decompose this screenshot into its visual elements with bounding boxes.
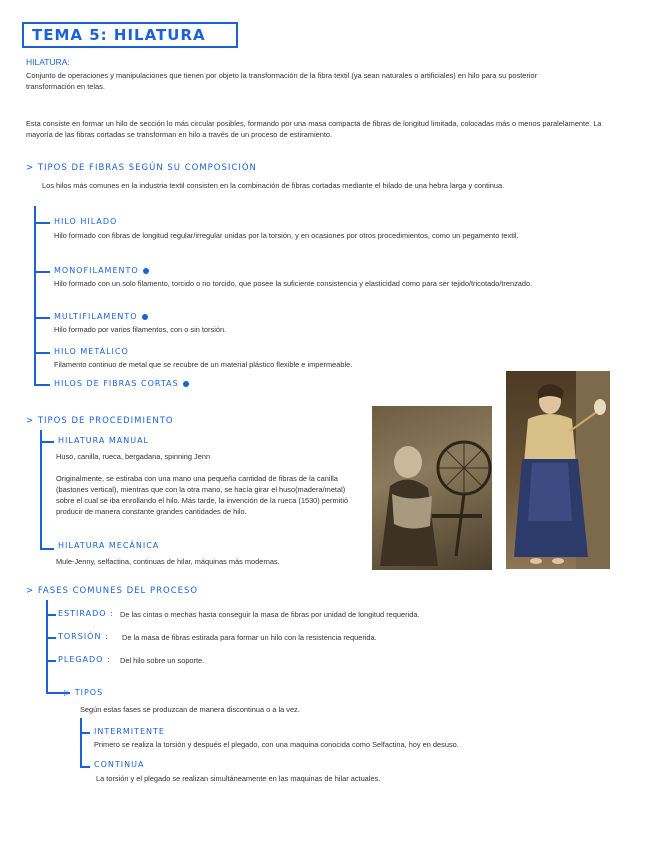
hilo-hilado-label: HILO HILADO <box>54 217 118 226</box>
bracket-tick <box>34 271 50 273</box>
bracket-tick <box>34 384 50 386</box>
hilatura-manual-text: Originalmente, se estiraba con una mano una pequeña cantidad de fibras de la canilla (bastones vertical), mientras que con la otra mano, se hacía girar el huso(madera/metal) sobre el cual se iba enrollando el hilo. Más tarde, la invención de la rueca (1530) permitió producir de manera constante grandes cantidades de hilo. <box>56 474 349 516</box>
woman-spinning-painting <box>506 371 610 569</box>
hilatura-manual-label: HILATURA MANUAL <box>58 436 150 445</box>
arrow-icon: > <box>26 416 38 426</box>
bracket-tick <box>46 637 56 639</box>
estirado-text: De las cintas o mechas hasta conseguir la masa de fibras por unidad de longitud requerida. <box>120 610 420 619</box>
hilo-metalico-label: HILO METÁLICO <box>54 347 129 356</box>
tipos-label: ▷ TIPOS <box>64 688 104 697</box>
spinning-wheel-icon <box>372 406 492 570</box>
bracket-tick <box>46 660 56 662</box>
hilo-metalico-text: Filamento continuo de metal que se recubre de un material plástico flexible e impermeable. <box>54 360 353 369</box>
hilatura-mecanica-text: Mule-Jenny, selfactina, continuas de hilar, máquinas más modernas. <box>56 557 280 566</box>
hilatura-heading: HILATURA: <box>26 57 70 67</box>
multifilamento-text: Hilo formado por varios filamentos, con o sin torsión. <box>54 325 227 334</box>
spinning-wheel-woman-photo <box>372 406 492 570</box>
monofilamento-text: Hilo formado con un solo filamento, torcido o no torcido, que posee la suficiente consistencia y elasticidad como para ser tejido/tricotado/trenzado. <box>54 279 533 288</box>
tipos-fibras-heading: > TIPOS DE FIBRAS SEGÚN SU COMPOSICIÓN <box>26 163 257 173</box>
plegado-label: PLEGADO : <box>58 655 111 664</box>
fibras-bracket-line <box>34 206 36 384</box>
torsion-label: TORSIÓN : <box>58 632 109 641</box>
bracket-tick <box>40 441 54 443</box>
continua-text: La torsión y el plegado se realizan simultáneamente en las maquinas de hilar actuales. <box>96 774 381 783</box>
page-title: TEMA 5: HILATURA <box>22 22 238 48</box>
tipos-procedimiento-heading: > TIPOS DE PROCEDIMIENTO <box>26 416 174 426</box>
tipos-fibras-intro: Los hilos más comunes en la industria textil consisten en la combinación de fibras cortadas mediante el hilado de una hebra larga y continua. <box>42 181 505 190</box>
plegado-text: Del hilo sobre un soporte. <box>120 656 205 665</box>
torsion-text: De la masa de fibras estirada para formar un hilo con la resistencia requerida. <box>122 633 377 642</box>
intermitente-text: Primero se realiza la torsión y después el plegado, con una maquina conocida como Selfactina, hoy en desuso. <box>94 740 459 749</box>
bracket-tick <box>40 548 54 550</box>
bullet-dot-icon <box>143 268 149 274</box>
arrow-icon: > <box>26 163 38 173</box>
hilatura-definition: Conjunto de operaciones y manipulaciones que tienen por objeto la transformación de la fibra textil (ya sean naturales o artificiales) en hilo para su posterior transformación en telas. <box>26 71 538 91</box>
tipos-intro: Según estas fases se produzcan de manera discontinua o a la vez. <box>80 705 300 714</box>
hilo-hilado-text: Hilo formado con fibras de longitud regular/irregular unidas por la torsión, y en ocasiones por otros procedimientos, como un pegamento textil. <box>54 231 519 240</box>
continua-label: CONTINUA <box>94 760 145 769</box>
multifilamento-label: MULTIFILAMENTO <box>54 312 148 321</box>
hilatura-manual-tools: Huso, canilla, rueca, bergadana, spinning Jenn <box>56 452 211 461</box>
hilos-fibras-cortas-label: HILOS DE FIBRAS CORTAS <box>54 379 189 388</box>
tipos-bracket-line <box>80 718 82 766</box>
bullet-dot-icon <box>183 381 189 387</box>
woman-figure-icon <box>506 371 610 569</box>
fases-heading: > FASES COMUNES DEL PROCESO <box>26 586 199 596</box>
bullet-dot-icon <box>142 314 148 320</box>
bracket-tick <box>34 222 50 224</box>
procedimiento-bracket-line <box>40 430 42 548</box>
bracket-tick <box>34 317 50 319</box>
hilatura-paragraph: Esta consiste en formar un hilo de sección lo más circular posibles, formando por una masa compacta de fibras de longitud limitada, colocadas más o menos paralelamente. La mayoría de las fibras cortadas se transforman en hilo a través de un proceso de estiramiento. <box>26 119 602 139</box>
bracket-tick <box>46 614 56 616</box>
arrow-icon: > <box>26 586 38 596</box>
intermitente-label: INTERMITENTE <box>94 727 165 736</box>
bracket-tick <box>34 352 50 354</box>
arrow-right-icon: ▷ <box>64 688 75 697</box>
estirado-label: ESTIRADO : <box>58 609 114 618</box>
monofilamento-label: MONOFILAMENTO <box>54 266 149 275</box>
bracket-tick <box>80 732 90 734</box>
hilatura-mecanica-label: HILATURA MECÁNICA <box>58 541 160 550</box>
bracket-tick <box>80 766 90 768</box>
